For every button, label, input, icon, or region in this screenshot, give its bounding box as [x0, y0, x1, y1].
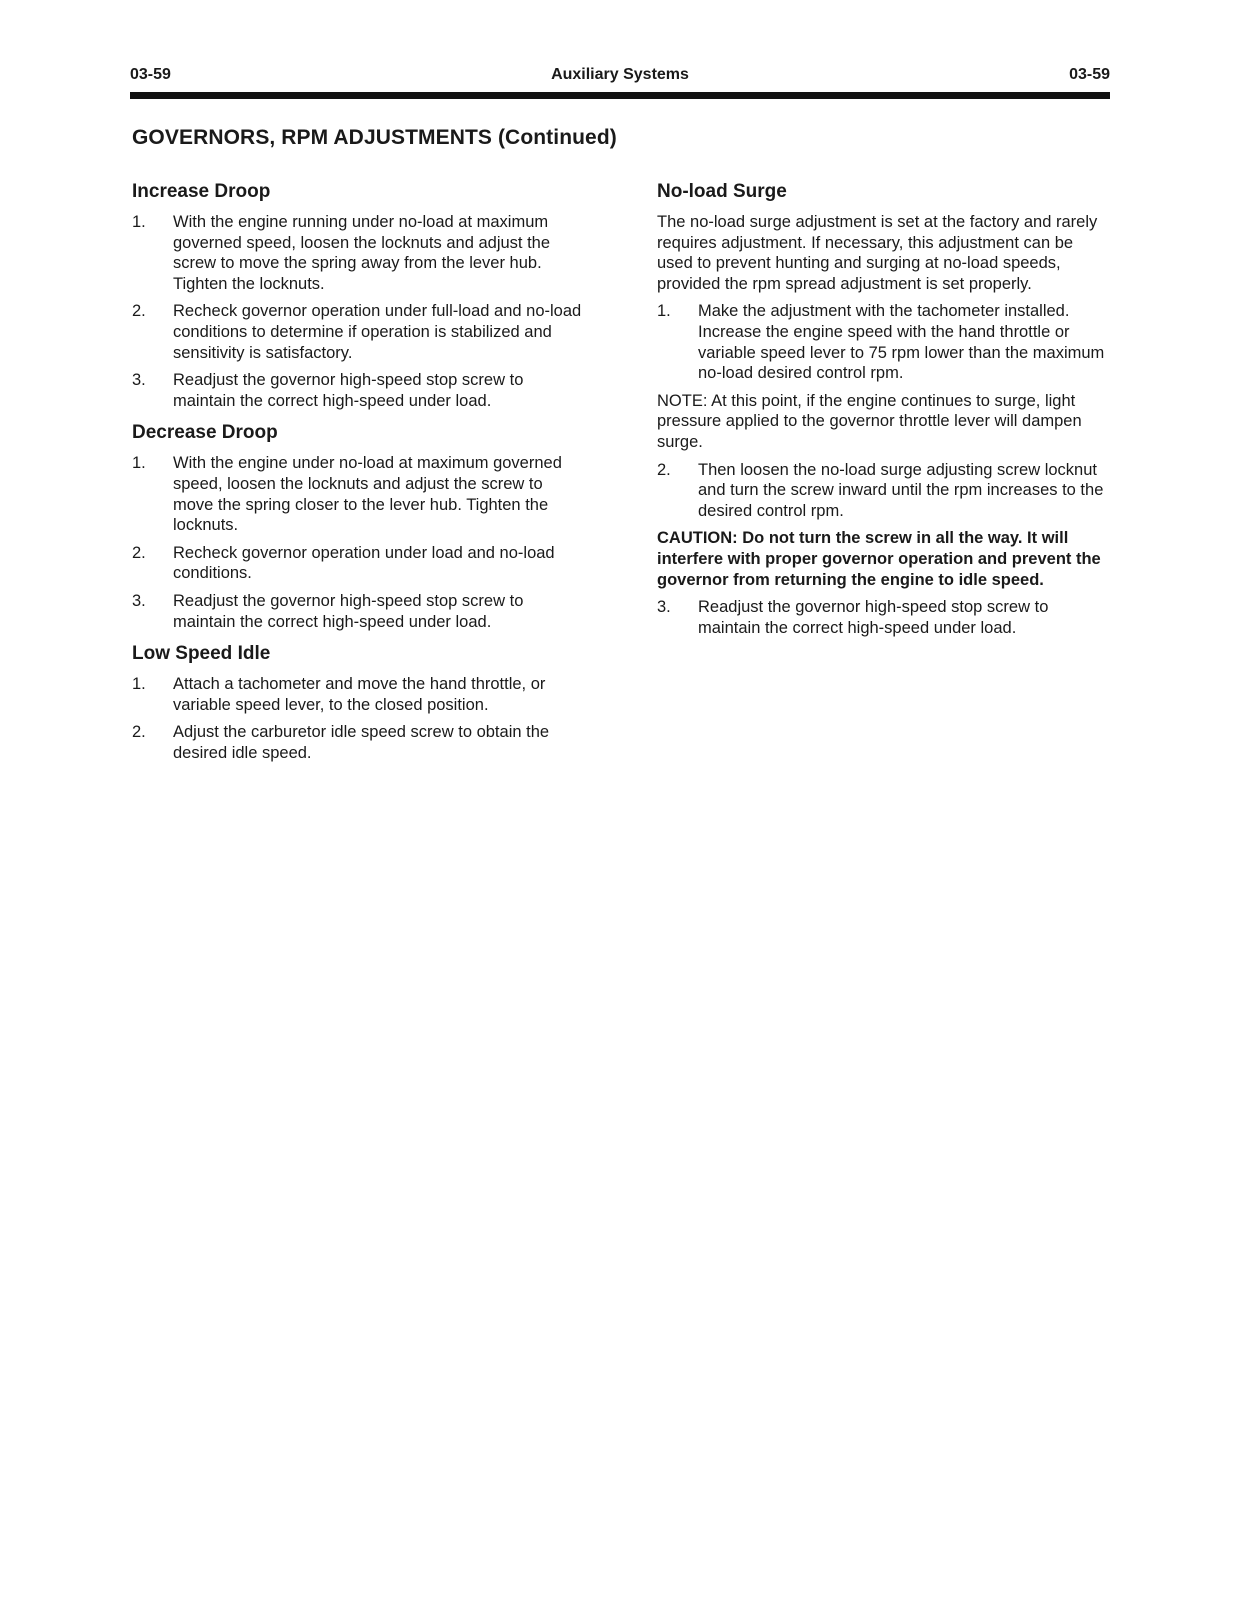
step-number: 2.	[132, 543, 146, 562]
step-number: 3.	[132, 371, 146, 390]
page-header	[130, 66, 1110, 92]
step-text: Adjust the carburetor idle speed screw to obtain the desired idle speed.	[173, 723, 550, 762]
decrease-droop-section	[132, 421, 582, 632]
no-load-surge-step-3	[657, 597, 1112, 638]
decrease-droop-heading: Decrease Droop	[132, 422, 278, 444]
low-speed-idle-steps	[132, 674, 582, 763]
list-item	[657, 597, 1112, 638]
list-item	[132, 370, 582, 411]
list-item	[657, 460, 1112, 522]
list-item	[132, 674, 582, 715]
list-item	[132, 722, 582, 763]
list-item	[132, 453, 582, 535]
list-item	[132, 212, 582, 294]
increase-droop-steps	[132, 212, 582, 411]
step-number: 1.	[132, 675, 146, 694]
section-title: GOVERNORS, RPM ADJUSTMENTS (Continued)	[132, 126, 617, 149]
step-number: 1.	[657, 302, 671, 321]
page-number-right: 03-59	[1069, 66, 1110, 83]
step-text: Readjust the governor high-speed stop screw to maintain the correct high-speed under load.	[173, 371, 524, 410]
increase-droop-heading: Increase Droop	[132, 181, 271, 202]
step-number: 2.	[132, 723, 146, 742]
caution-text: CAUTION: Do not turn the screw in all the way. It will interfere with proper governor operation and prevent the governor from returning the engine to idle speed.	[657, 529, 1101, 589]
right-column	[657, 180, 1112, 648]
step-text: Recheck governor operation under full-load and no-load conditions to determine if operation is stabilized and sensitivity is satisfactory.	[173, 302, 582, 362]
step-text: Attach a tachometer and move the hand throttle, or variable speed lever, to the closed position.	[173, 675, 546, 714]
list-item	[132, 591, 582, 632]
step-text: Make the adjustment with the tachometer installed. Increase the engine speed with the hand throttle or variable speed lever to 75 rpm lower than the maximum no-load desired control rpm.	[698, 302, 1105, 383]
step-text: Then loosen the no-load surge adjusting screw locknut and turn the screw inward until the rpm increases to the desired control rpm.	[698, 460, 1104, 520]
increase-droop-section	[132, 180, 582, 411]
running-title: Auxiliary Systems	[551, 66, 689, 83]
list-item	[132, 543, 582, 584]
low-speed-idle-heading: Low Speed Idle	[132, 643, 271, 665]
no-load-surge-step-1	[657, 301, 1112, 383]
step-number: 2.	[657, 460, 671, 479]
step-number: 1.	[132, 213, 146, 231]
left-column	[132, 180, 582, 773]
page-number-left: 03-59	[130, 66, 171, 83]
step-text: Readjust the governor high-speed stop screw to maintain the correct high-speed under load.	[173, 591, 524, 631]
step-number: 1.	[132, 454, 146, 473]
low-speed-idle-section	[132, 642, 582, 763]
step-text: Readjust the governor high-speed stop screw to maintain the correct high-speed under load.	[698, 598, 1049, 637]
step-number: 3.	[132, 591, 146, 610]
no-load-surge-section	[657, 180, 1112, 638]
list-item	[657, 301, 1112, 383]
header-rule	[130, 92, 1110, 99]
step-text: With the engine running under no-load at maximum governed speed, loosen the locknuts and adjust the screw to move the spring away from the lever hub. Tighten the locknuts.	[173, 213, 551, 293]
step-text: Recheck governor operation under load and no-load conditions.	[173, 543, 555, 583]
list-item	[132, 301, 582, 363]
no-load-surge-heading: No-load Surge	[657, 181, 787, 202]
step-text: With the engine under no-load at maximum governed speed, loosen the locknuts and adjust the screw to move the spring closer to the lever hub. Tighten the locknuts.	[173, 454, 562, 535]
step-number: 3.	[657, 598, 671, 617]
no-load-surge-step-2	[657, 460, 1112, 522]
note-text: NOTE: At this point, if the engine continues to surge, light pressure applied to the governor throttle lever will dampen surge.	[657, 391, 1082, 451]
decrease-droop-steps	[132, 453, 582, 632]
no-load-surge-intro: The no-load surge adjustment is set at the factory and rarely requires adjustment. If necessary, this adjustment can be used to prevent hunting and surging at no-load speeds, provided the rpm spread adjustment is set properly.	[657, 213, 1098, 293]
step-number: 2.	[132, 302, 146, 321]
